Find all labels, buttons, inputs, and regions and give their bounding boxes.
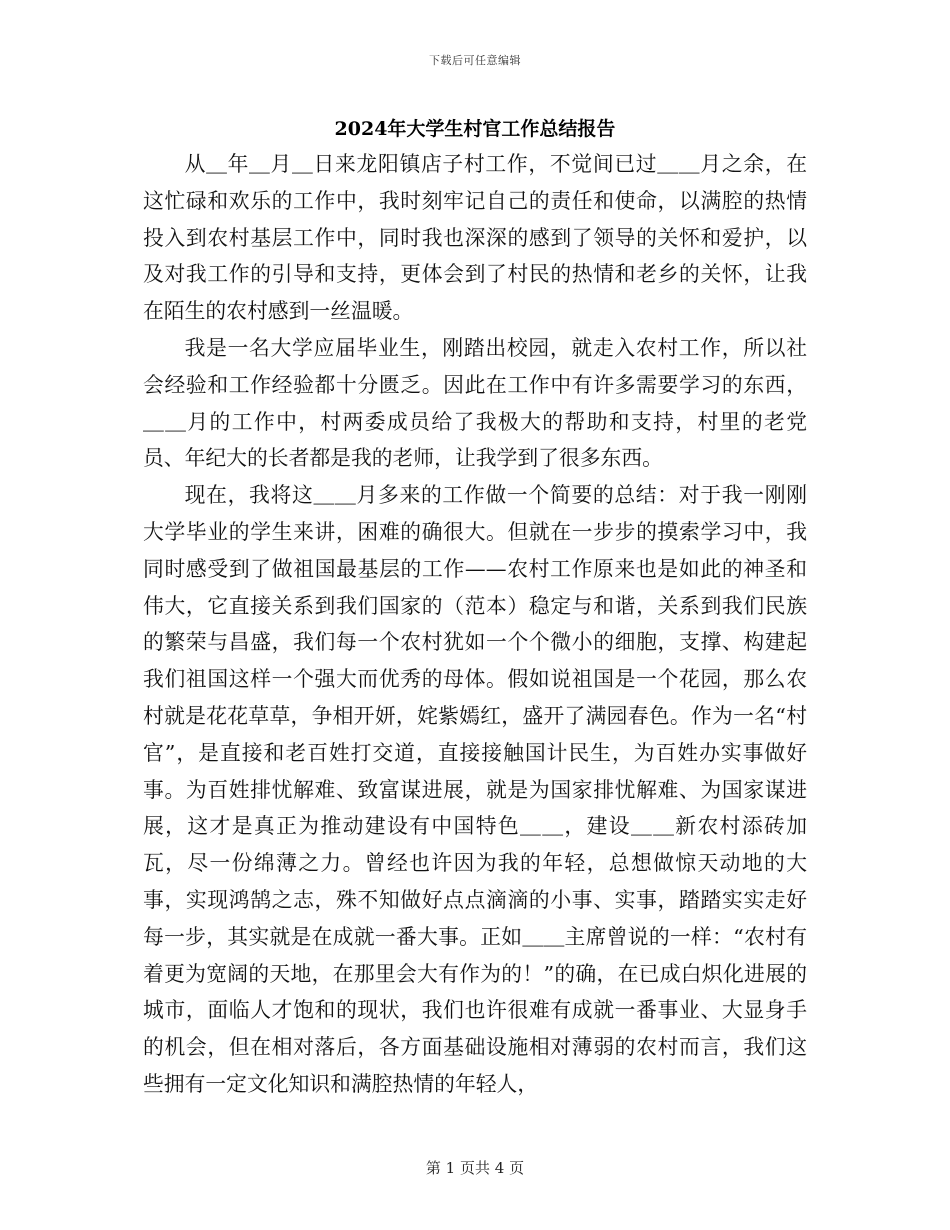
- paragraph: 现在，我将这＿＿月多来的工作做一个简要的总结：对于我一刚刚大学毕业的学生来讲，困难的确很大。但就在一步步的摸索学习中，我同时感受到了做祖国最基层的工作——农村工作原来也是如此的神圣和伟大，它直接关系到我们国家的（范本）稳定与和谐，关系到我们民族的繁荣与昌盛，我们每一个农村犹如一个个微小的细胞，支撑、构建起我们祖国这样一个强大而优秀的母体。假如说祖国是一个花园，那么农村就是花花草草，争相开妍，姹紫嫣红，盛开了满园春色。作为一名“村官”，是直接和老百姓打交道，直接接触国计民生，为百姓办实事做好事。为百姓排忧解难、致富谋进展，就是为国家排忧解难、为国家谋进展，这才是真正为推动建设有中国特色＿＿，建设＿＿新农村添砖加瓦，尽一份绵薄之力。曾经也许因为我的年轻，总想做惊天动地的大事，实现鸿鹄之志，殊不知做好点点滴滴的小事、实事，踏踏实实走好每一步，其实就是在成就一番大事。正如＿＿主席曾说的一样：“农村有着更为宽阔的天地，在那里会大有作为的！”的确，在已成白炽化进展的城市，面临人才饱和的现状，我们也许很难有成就一番事业、大显身手的机会，但在相对落后，各方面基础设施相对薄弱的农村而言，我们这些拥有一定文化知识和满腔热情的年轻人，: [143, 483, 807, 1096]
- paragraph: 我是一名大学应届毕业生，刚踏出校园，就走入农村工作，所以社会经验和工作经验都十分匮乏。因此在工作中有许多需要学习的东西，＿＿月的工作中，村两委成员给了我极大的帮助和支持，村里的老党员、年纪大的长者都是我的老师，让我学到了很多东西。: [143, 335, 807, 471]
- paragraph: 从＿年＿月＿日来龙阳镇店子村工作，不觉间已过＿＿月之余，在这忙碌和欢乐的工作中，我时刻牢记自己的责任和使命，以满腔的热情投入到农村基层工作中，同时我也深深的感到了领导的关怀和爱护，以及对我工作的引导和支持，更体会到了村民的热情和老乡的关怀，让我在陌生的农村感到一丝温暖。: [143, 152, 807, 324]
- document-body: [143, 146, 807, 1103]
- document-title: 2024年大学生村官工作总结报告: [334, 118, 616, 140]
- page-number: 第 1 页共 4 页: [425, 1159, 525, 1177]
- header-note: 下载后可任意编辑: [429, 54, 521, 67]
